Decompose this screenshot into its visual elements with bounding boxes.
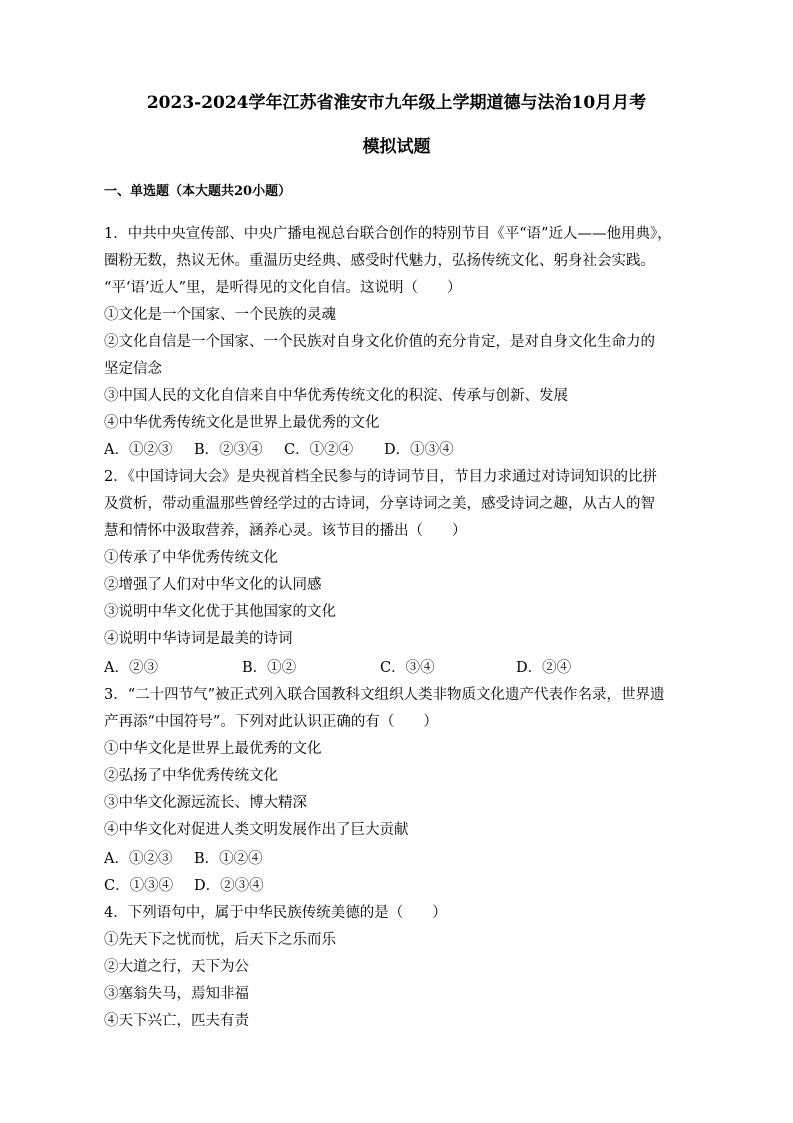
q1-item: ②文化自信是一个国家、一个民族对自身文化价值的充分肯定，是对自身文化生命力的 [104,334,655,350]
q1-item: 坚定信念 [104,361,162,377]
q1-stem-line: 圈粉无数，热议无休。重温历史经典、感受时代魅力，弘扬传统文化、躬身社会实践。 [104,253,655,269]
q1-stem-line: “平‘语’近人”里，是听得见的文化自信。这说明（ ） [104,280,462,296]
q4-item: ①先天下之忧而忧，后天下之乐而乐 [104,932,336,948]
q1-option-c: C．①②④ [284,442,354,458]
q1-option-d: D．①③④ [384,442,454,458]
q4-item: ③塞翁失马，焉知非福 [104,986,249,1002]
q2-option-a: A．②③ [104,660,158,676]
q3-stem-line: 产再添“中国符号”。下列对此认识正确的有（ ） [104,714,438,730]
q3-option-d: D．②③④ [194,878,264,894]
q1-item: ③中国人民的文化自信来自中华优秀传统文化的积淀、传承与创新、发展 [104,388,568,404]
section-heading: 一、单选题（本大题共20小题） [104,184,292,199]
q2-stem-line: 及赏析，带动重温那些曾经学过的古诗词，分享诗词之美，感受诗词之趣，从古人的智 [104,496,655,512]
q4-item: ④天下兴亡，匹夫有责 [104,1013,249,1029]
q4-stem-line: 4．下列语句中，属于中华民族传统美德的是（ ） [104,905,447,921]
q2-item: ④说明中华诗词是最美的诗词 [104,631,293,647]
q3-option-a: A．①②③ [104,851,173,867]
q2-item: ③说明中华文化优于其他国家的文化 [104,604,336,620]
q1-item: ④中华优秀传统文化是世界上最优秀的文化 [104,415,380,431]
q3-option-c: C．①③④ [104,878,174,894]
q3-item: ③中华文化源远流长、博大精深 [104,795,307,811]
q2-item: ②增强了人们对中华文化的认同感 [104,577,322,593]
q2-stem-line: 慧和情怀中汲取营养，涵养心灵。该节目的播出（ ） [104,523,467,539]
q2-stem-line: 2．《中国诗词大会》是央视首档全民参与的诗词节目，节目力求通过对诗词知识的比拼 [104,469,657,485]
q3-item: ①中华文化是世界上最优秀的文化 [104,741,322,757]
q3-stem-line: 3．“二十四节气”被正式列入联合国教科文组织人类非物质文化遗产代表作名录，世界遗 [104,687,665,703]
q2-option-d: D．②④ [516,660,572,676]
q2-option-b: B．①② [242,660,297,676]
q3-item: ④中华文化对促进人类文明发展作出了巨大贡献 [104,822,409,838]
q4-item: ②大道之行，天下为公 [104,959,249,975]
q1-item: ①文化是一个国家、一个民族的灵魂 [104,307,336,323]
exam-title-line1: 2023-2024学年江苏省淮安市九年级上学期道德与法治10月月考 [146,93,647,113]
q1-option-b: B．②③④ [194,442,263,458]
q1-option-a: A．①②③ [104,442,173,458]
q2-option-c: C．③④ [380,660,435,676]
q3-option-b: B．①②④ [194,851,263,867]
q2-item: ①传承了中华优秀传统文化 [104,550,278,566]
q3-item: ②弘扬了中华优秀传统文化 [104,768,278,784]
exam-title-line2: 模拟试题 [362,137,431,157]
q1-stem-line: 1．中共中央宣传部、中央广播电视总台联合创作的特别节目《平“语”近人——他用典》， [104,226,672,242]
